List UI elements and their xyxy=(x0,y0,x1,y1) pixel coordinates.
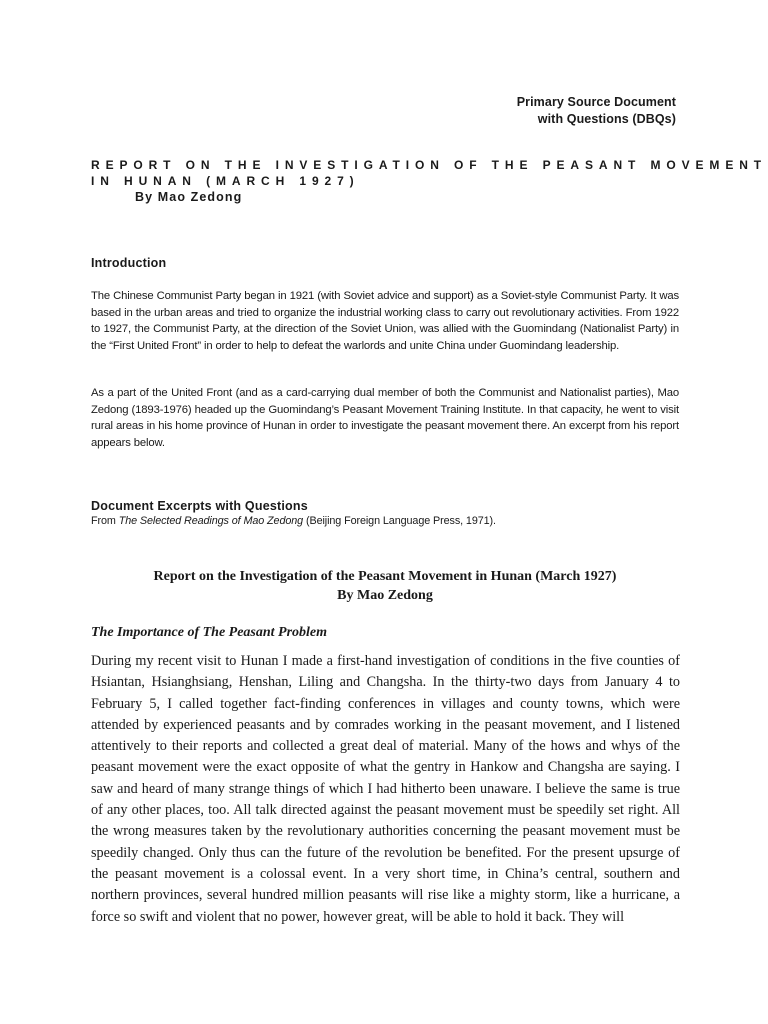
excerpts-heading: Document Excerpts with Questions xyxy=(91,499,308,513)
document-title-line-1: REPORT ON THE INVESTIGATION OF THE PEASANT MOVEMENT xyxy=(91,158,768,172)
report-subheading: The Importance of The Peasant Problem xyxy=(91,625,328,640)
introduction-paragraph-1: The Chinese Communist Party began in 1921 (with Soviet advice and support) as a Soviet-style Communist Party. It was based in the urban areas and tried to organize the industrial working class to carry out revolutionary activities. From 1922 to 1927, the Communist Party, at the direction of the Soviet Union, was allied with the Guomindang (Nationalist Party) in the “First United Front” in order to help to defeat the warlords and unite China under Guomindang leadership. xyxy=(91,290,679,352)
source-book-title: The Selected Readings of Mao Zedong xyxy=(118,515,304,527)
document-type-label xyxy=(517,94,676,128)
source-citation xyxy=(91,515,496,527)
document-type-line-1: Primary Source Document xyxy=(516,95,676,109)
source-suffix: (Beijing Foreign Language Press, 1971). xyxy=(303,515,496,527)
report-body: During my recent visit to Hunan I made a first-hand investigation of conditions in the five counties of Hsiantan, Hsianghsiang, Henshan, Liling and Changsha. In the thirty-two days from January 4 to February 5, I called together fact-finding conferences in villages and county towns, which were attended by experienced peasants and by comrades working in the peasant movement, and I listened attentively to their reports and collected a great deal of material. Many of the hows and whys of the peasant movement were the exact opposite of what the gentry in Hankow and Changsha are saying. I saw and heard of many strange things of which I had hitherto been unaware. I believe the same is true of any other places, too. All talk directed against the peasant movement must be speedily set right. All the wrong measures taken by the revolutionary authorities concerning the peasant movement must be speedily changed. Only thus can the future of the revolution be benefited. For the present upsurge of the peasant movement is a colossal event. In a very short time, in China’s central, southern and northern provinces, several hundred million peasants will rise like a mighty storm, like a hurricane, a force so swift and violent that no power, however great, will be able to hold it back. They will xyxy=(91,653,680,925)
document-title xyxy=(91,157,768,189)
document-type-line-2: with Questions (DBQs) xyxy=(537,112,676,126)
introduction-paragraph-2: As a part of the United Front (and as a card-carrying dual member of both the Communist and Nationalist parties), Mao Zedong (1893-1976) headed up the Guomindang’s Peasant Movement Training Institute. In that capacity, he went to visit rural areas in his home province of Hunan in order to investigate the peasant movement there. An excerpt from his report appears below. xyxy=(91,387,679,449)
source-prefix: From xyxy=(91,515,119,527)
report-title-block xyxy=(91,568,679,605)
introduction-heading: Introduction xyxy=(91,256,167,270)
report-author: By Mao Zedong xyxy=(337,587,433,603)
document-title-line-2: IN HUNAN (MARCH 1927) xyxy=(91,174,360,188)
document-author: By Mao Zedong xyxy=(135,190,243,204)
report-title: Report on the Investigation of the Peasant Movement in Hunan (March 1927) xyxy=(153,569,617,584)
